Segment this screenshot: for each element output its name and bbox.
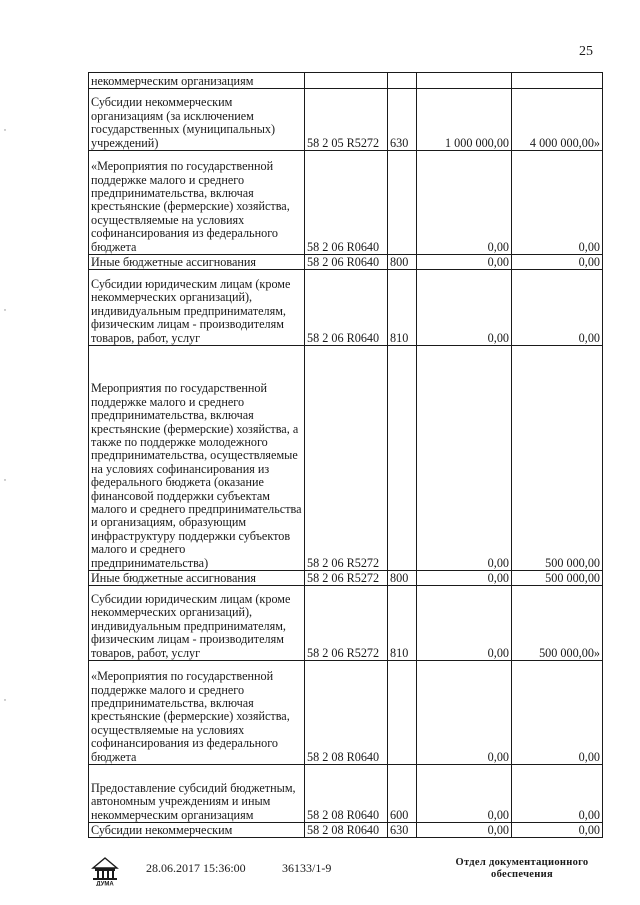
row-csr: 58 2 06 R0640 <box>305 270 388 346</box>
row-csr: 58 2 06 R5272 <box>305 571 388 586</box>
table-row <box>89 661 603 765</box>
row-amount-b: 0,00 <box>512 661 603 765</box>
row-name: Предоставление субсидий бюджетным, автономным учреждениям и иным некоммерческим организациям <box>89 765 305 823</box>
row-vr <box>388 151 417 255</box>
page-number: 25 <box>579 44 593 59</box>
table-row <box>89 346 603 571</box>
row-amount-b: 500 000,00 <box>512 571 603 586</box>
scan-edge-marks <box>2 0 8 905</box>
row-vr: 810 <box>388 586 417 661</box>
row-name: Иные бюджетные ассигнования <box>89 255 305 270</box>
row-amount-b: 0,00 <box>512 823 603 838</box>
row-amount-a: 0,00 <box>417 765 512 823</box>
row-amount-a: 0,00 <box>417 346 512 571</box>
row-vr <box>388 661 417 765</box>
row-vr <box>388 73 417 89</box>
row-vr: 810 <box>388 270 417 346</box>
row-csr: 58 2 08 R0640 <box>305 823 388 838</box>
row-amount-a: 0,00 <box>417 270 512 346</box>
table-row <box>89 823 603 838</box>
row-name: «Мероприятия по государственной поддержке малого и среднего предпринимательства, включая крестьянские (фермерские) хозяйства, осуществляемые на условиях софинансирования из федерального бюджета <box>89 661 305 765</box>
row-name: «Мероприятия по государственной поддержке малого и среднего предпринимательства, включая крестьянские (фермерские) хозяйства, осуществляемые на условиях софинансирования из федерального бюджета <box>89 151 305 255</box>
row-name: Субсидии юридическим лицам (кроме некоммерческих организаций), индивидуальным предпринимателям, физическим лицам - производителям товаров, работ, услуг <box>89 586 305 661</box>
row-amount-b <box>512 73 603 89</box>
row-name: Субсидии некоммерческим <box>89 823 305 838</box>
row-csr: 58 2 06 R5272 <box>305 586 388 661</box>
table-row <box>89 586 603 661</box>
row-name: Иные бюджетные ассигнования <box>89 571 305 586</box>
row-amount-b: 0,00 <box>512 270 603 346</box>
row-amount-a <box>417 73 512 89</box>
row-amount-a: 0,00 <box>417 571 512 586</box>
row-amount-a: 0,00 <box>417 151 512 255</box>
row-amount-b: 0,00 <box>512 765 603 823</box>
table-row <box>89 73 603 89</box>
row-csr: 58 2 05 R5272 <box>305 89 388 151</box>
row-vr: 800 <box>388 571 417 586</box>
row-csr <box>305 73 388 89</box>
row-name: Субсидии юридическим лицам (кроме некоммерческих организаций), индивидуальным предпринимателям, физическим лицам - производителям товаров, работ, услуг <box>89 270 305 346</box>
row-vr: 630 <box>388 823 417 838</box>
table-row <box>89 571 603 586</box>
logo-caption: ДУМА <box>96 881 114 886</box>
row-csr: 58 2 06 R0640 <box>305 151 388 255</box>
row-amount-a: 0,00 <box>417 661 512 765</box>
row-amount-b: 500 000,00 <box>512 346 603 571</box>
row-vr: 800 <box>388 255 417 270</box>
footer-datetime: 28.06.2017 15:36:00 <box>146 861 246 875</box>
table-row <box>89 255 603 270</box>
footer-doc-number: 36133/1-9 <box>282 861 332 875</box>
row-name: некоммерческим организациям <box>89 73 305 89</box>
row-csr: 58 2 06 R0640 <box>305 255 388 270</box>
row-name: Мероприятия по государственной поддержке малого и среднего предпринимательства, включая крестьянские (фермерские) хозяйства, а также по поддержке молодежного предпринимательства, осуществляемые на условиях софинансирования из федерального бюджета (оказание финансовой поддержки субъектам малого и среднего предпринимательства и организациям, образующим инфраструктуру поддержки субъектов малого и среднего предпринимательства) <box>89 346 305 571</box>
row-amount-b: 4 000 000,00» <box>512 89 603 151</box>
row-amount-a: 0,00 <box>417 586 512 661</box>
row-amount-a: 0,00 <box>417 255 512 270</box>
row-vr: 630 <box>388 89 417 151</box>
table-row <box>89 270 603 346</box>
row-amount-b: 0,00 <box>512 255 603 270</box>
budget-table <box>88 72 603 838</box>
table-row <box>89 765 603 823</box>
row-amount-a: 0,00 <box>417 823 512 838</box>
row-name: Субсидии некоммерческим организациям (за исключением государственных (муниципальных) учреждений) <box>89 89 305 151</box>
row-csr: 58 2 06 R5272 <box>305 346 388 571</box>
footer-department-stamp: Отдел документационного обеспечения <box>455 857 589 880</box>
row-vr: 600 <box>388 765 417 823</box>
row-amount-b: 0,00 <box>512 151 603 255</box>
row-csr: 58 2 08 R0640 <box>305 765 388 823</box>
row-amount-b: 500 000,00» <box>512 586 603 661</box>
table-row <box>89 89 603 151</box>
row-amount-a: 1 000 000,00 <box>417 89 512 151</box>
duma-logo <box>90 854 120 886</box>
table-row <box>89 151 603 255</box>
row-csr: 58 2 08 R0640 <box>305 661 388 765</box>
row-vr <box>388 346 417 571</box>
